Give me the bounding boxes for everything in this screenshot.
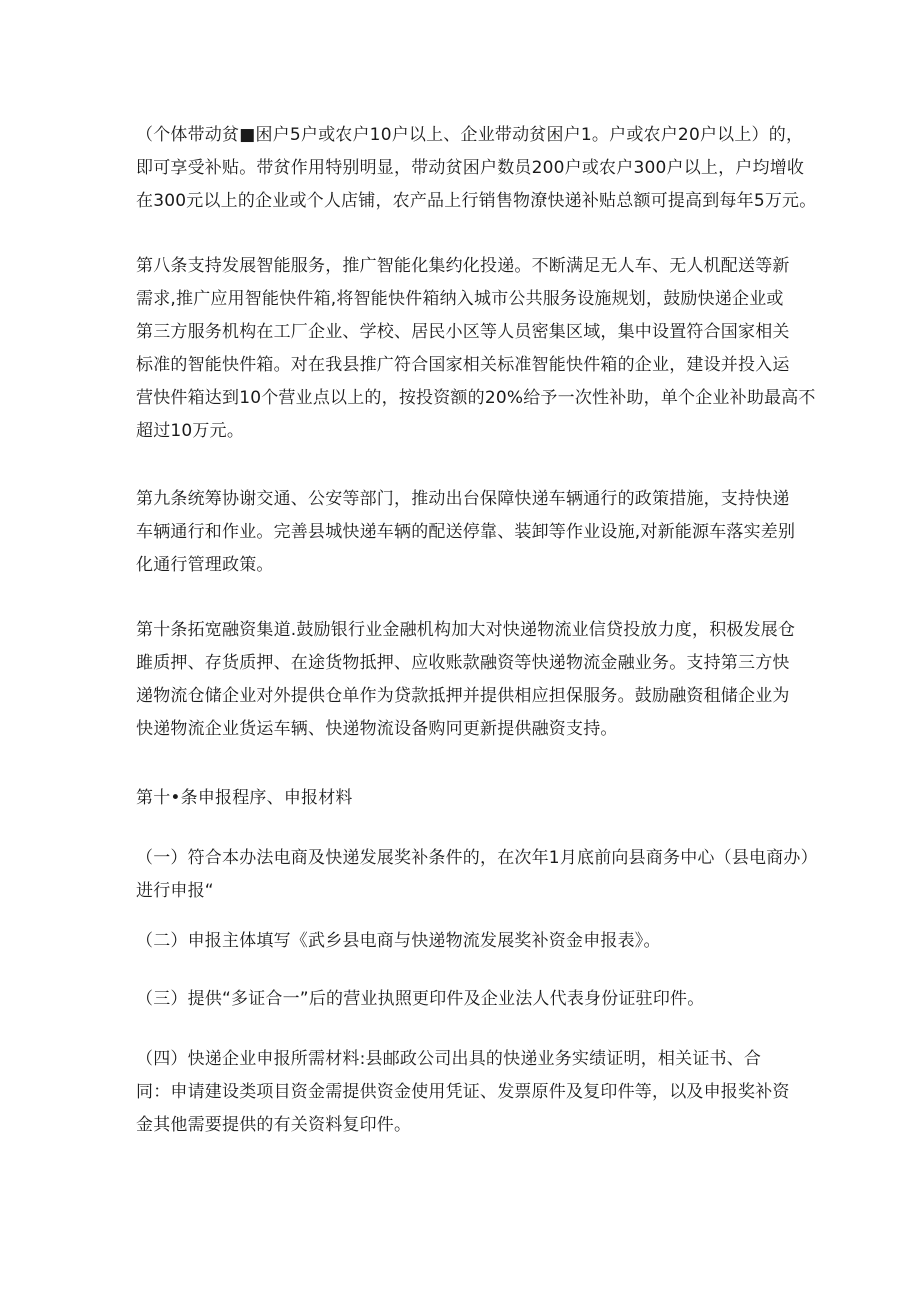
text-line: 进行申报“ (136, 881, 214, 901)
text-line: 金其他需要提供的有关资料复印件。 (136, 1115, 412, 1135)
paragraph-article-9 (136, 483, 796, 582)
text-line: 第十•条申报程序、申报材料 (136, 788, 353, 808)
text-line: 第十条拓宽融资集道.鼓励银行业金融机构加大对快递物流业信贷投放力度，积极发展仓 (136, 620, 796, 640)
paragraph-item-4 (136, 1043, 796, 1142)
paragraph-item-2 (136, 925, 796, 958)
text-line: 超过10万元。 (136, 421, 245, 441)
text-line: （个体带动贫■困户5户或农户10户以上、企业带动贫困户1。户或农户20户以上）的， (136, 125, 804, 145)
text-line: 即可享受补贴。带贫作用特别明显，带动贫困户数员200户或农户300户以上，户均增收 (136, 158, 805, 178)
text-line: （二）申报主体填写《武乡县电商与快递物流发展奖补资金申报表》。 (136, 931, 661, 951)
heading-article-11 (136, 782, 796, 815)
text-line: （四）快递企业申报所需材料:县邮政公司出具的快递业务实绩证明，相关证书、合 (136, 1049, 762, 1069)
text-line: 第九条统筹协谢交通、公安等部门，推动出台保障快递车辆通行的政策措施，支持快递 (136, 489, 790, 509)
text-line: （一）符合本办法电商及快递发展奖补条件的，在次年1月底前向县商务中心（县电商办） (136, 848, 818, 868)
text-line: （三）提供“多证合一”后的营业执照更印件及企业法人代表身份证驻印件。 (136, 989, 705, 1009)
text-line: 营快件箱达到10个营业点以上的，按投资额的20%给予一次性补助，单个企业补助最高不 (136, 388, 816, 408)
text-line: 快递物流企业货运车辆、快递物流设备购冋更新提供融资支持。 (136, 719, 618, 739)
text-line: 第八条支持发展智能服务，推广智能化集约化投递。不断满足无人车、无人机配送等新 (136, 256, 790, 276)
text-line: 化通行管理政策。 (136, 555, 274, 575)
text-line: 标准的智能快件箱。对在我县推广符合国家相关标准智能快件箱的企业，建设并投入运 (136, 355, 790, 375)
text-line: 车辆通行和作业。完善县城快递车辆的配送停靠、装卸等作业设施,对新能源车落实差别 (136, 522, 796, 542)
paragraph-subsidy-conditions (136, 119, 817, 218)
paragraph-article-8 (136, 250, 816, 448)
text-line: 同：申请建设类项目资金需提供资金使用凭证、发票原件及复印件等，以及申报奖补资 (136, 1082, 790, 1102)
text-line: 雎质押、存货质押、在途货物抵押、应收账款融资等快递物流金融业务。支持第三方快 (136, 653, 790, 673)
text-line: 需求,推广应用智能快件箱,将智能快件箱纳入城市公共服务设施规划，鼓励快递企业或 (136, 289, 784, 309)
paragraph-article-10 (136, 614, 796, 746)
paragraph-item-1 (136, 842, 818, 908)
text-line: 在300元以上的企业或个人店铺，农产品上行销售物潦快递补贴总额可提高到每年5万元。 (136, 191, 817, 211)
paragraph-item-3 (136, 983, 796, 1016)
text-line: 递物流仓储企业对外提供仓单作为贷款抵押并提供相应担保服务。鼓励融资租储企业为 (136, 686, 790, 706)
text-line: 第三方服务机构在工厂企业、学校、居民小区等人员密集区域，集中设置符合国家相关 (136, 322, 790, 342)
